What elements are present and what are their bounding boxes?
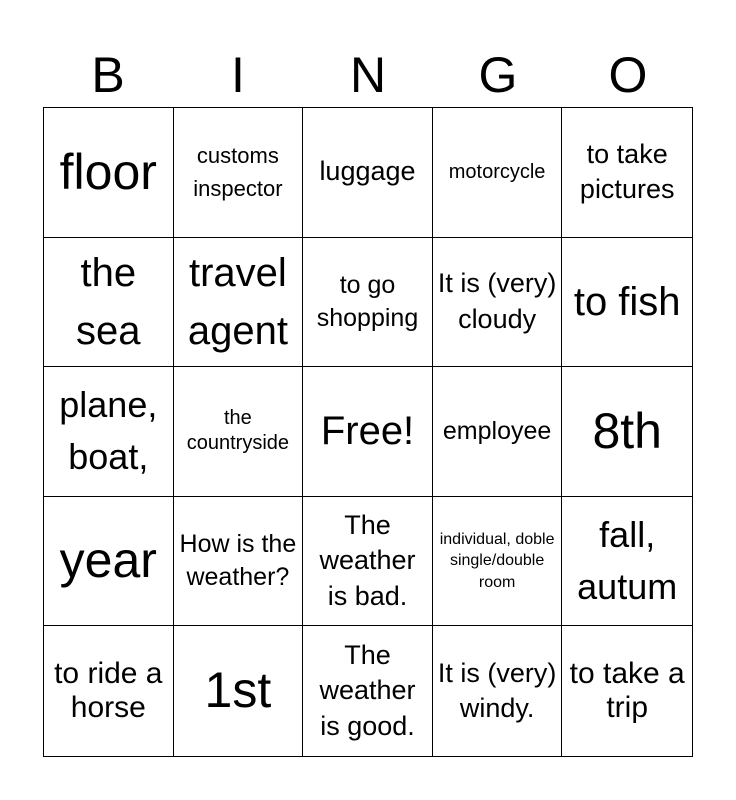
bingo-cell[interactable]: floor [44,108,174,238]
header-letter-n: N [349,47,387,103]
bingo-cell[interactable]: individual, doble single/double room [433,497,563,627]
bingo-cell[interactable]: 1st [174,626,304,756]
bingo-cell[interactable]: travel agent [174,238,304,368]
header-letter-b: B [91,47,125,103]
bingo-header [43,42,693,108]
bingo-cell[interactable]: to fish [562,238,692,368]
bingo-cell[interactable]: It is (very) windy. [433,626,563,756]
bingo-cell[interactable]: The weather is bad. [303,497,433,627]
header-letter-i: I [231,47,245,103]
bingo-cell[interactable]: luggage [303,108,433,238]
bingo-cell[interactable]: to take pictures [562,108,692,238]
bingo-cell[interactable]: to take a trip [569,656,685,725]
bingo-cell[interactable]: to ride a horse [44,626,174,756]
bingo-cell[interactable]: year [44,497,174,627]
bingo-cell[interactable]: the sea [44,238,174,368]
bingo-card [43,107,693,757]
header-letter-g: G [478,47,518,103]
bingo-cell[interactable]: plane, boat, [44,367,174,497]
bingo-cell[interactable]: It is (very) cloudy [433,238,563,368]
header-letter-o: O [608,47,648,103]
bingo-cell[interactable]: the countryside [174,367,304,497]
bingo-cell[interactable]: to go shopping [303,238,433,368]
bingo-cell[interactable]: customs inspector [174,108,304,238]
free-space[interactable]: Free! [303,367,433,497]
bingo-cell[interactable]: motorcycle [433,108,563,238]
bingo-cell[interactable]: employee [433,367,563,497]
bingo-cell[interactable]: fall, autum [562,497,692,627]
bingo-cell[interactable]: The weather is good. [303,626,433,756]
bingo-cell[interactable]: 8th [562,367,692,497]
bingo-cell[interactable]: How is the weather? [174,497,304,627]
